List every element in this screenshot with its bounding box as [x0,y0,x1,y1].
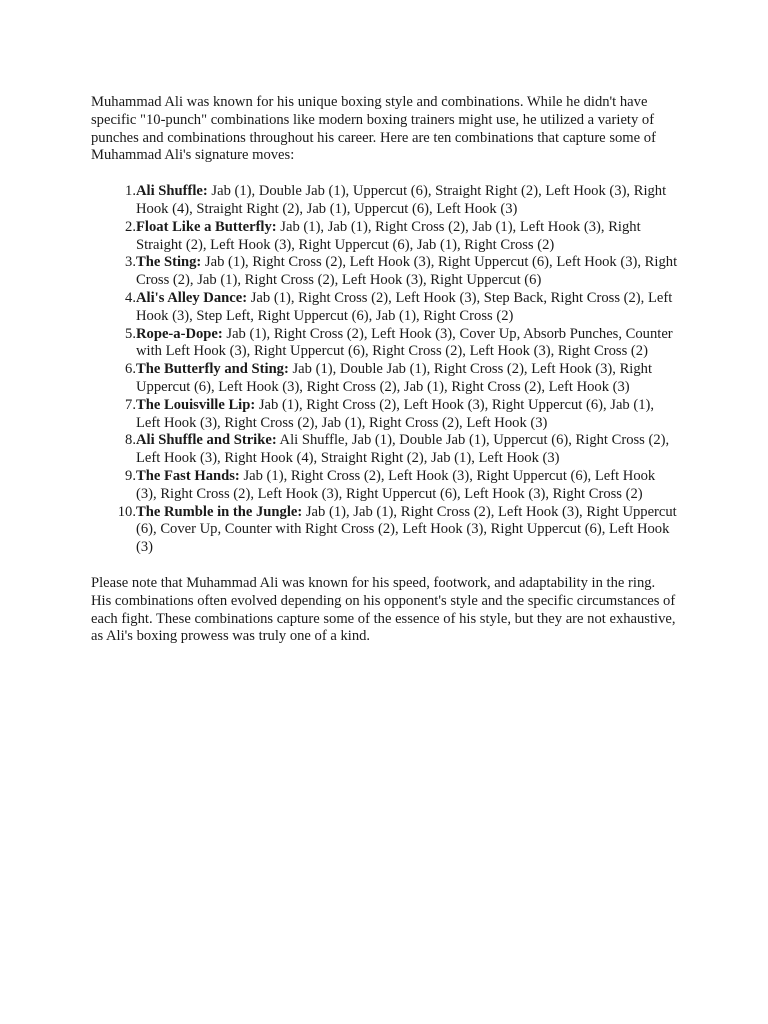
list-number: 6. [125,361,136,378]
list-item-body [136,504,679,557]
combination-text: Jab (1), Jab (1), Right Cross (2), Left Hook (3), Right Uppercut (6), Cover Up, Counter with Right Cross (2), Left Hook (3), Right Uppercut (6), Left Hook (3) [136,503,677,556]
combination-text: Jab (1), Jab (1), Right Cross (2), Jab (1), Left Hook (3), Right Straight (2), Left Hook (3), Right Uppercut (6), Jab (1), Right Cross (2) [136,218,641,253]
list-number: 4. [125,289,136,306]
list-item [91,361,679,397]
list-number: 2. [125,218,136,235]
document-page [91,94,679,646]
list-item [91,290,679,326]
list-item-body [136,290,679,326]
combination-name: The Louisville Lip: [136,396,256,413]
combination-name: Rope-a-Dope: [136,325,223,342]
combination-text: Jab (1), Right Cross (2), Left Hook (3), Right Uppercut (6), Left Hook (3), Right Cross (2), Left Hook (3), Right Uppercut (6), Left Hook (3), Right Cross (2) [136,467,656,502]
combination-text: Jab (1), Double Jab (1), Uppercut (6), Straight Right (2), Left Hook (3), Right Hook (4), Straight Right (2), Jab (1), Uppercut (6), Left Hook (3) [136,183,667,217]
list-item [91,468,679,504]
list-number: 10. [117,503,136,520]
list-item [91,504,679,557]
combination-text: Jab (1), Right Cross (2), Left Hook (3), Right Uppercut (6), Jab (1), Left Hook (3), Right Cross (2), Jab (1), Right Cross (2), Left Hook (3) [136,396,655,431]
list-item-body [136,254,679,290]
list-number: 9. [125,467,136,484]
combination-name: Float Like a Butterfly: [136,218,277,235]
intro-paragraph: Muhammad Ali was known for his unique boxing style and combinations. While he didn't have specific "10-punch" combinations like modern boxing trainers might use, he utilized a variety of punches and combinations throughout his career. Here are ten combinations that capture some of Muhammad Ali's signature moves: [91,94,656,164]
combination-name: Ali's Alley Dance: [136,289,248,306]
combination-text: Jab (1), Right Cross (2), Left Hook (3), Right Uppercut (6), Left Hook (3), Right Cross (2), Jab (1), Right Cross (2), Left Hook (3), Right Uppercut (6) [136,254,678,289]
list-number: 7. [125,396,136,413]
list-item [91,254,679,290]
combination-text: Ali Shuffle, Jab (1), Double Jab (1), Uppercut (6), Right Cross (2), Left Hook (3), Right Hook (4), Straight Right (2), Jab (1), Left Hook (3) [136,432,670,467]
list-number: 3. [125,254,136,271]
list-item [91,326,679,362]
closing-paragraph: Please note that Muhammad Ali was known for his speed, footwork, and adaptability in the ring. His combinations often evolved depending on his opponent's style and the specific circumstances of each fight. These combinations capture some of the essence of his style, but they are not exhaustive, as Ali's boxing prowess was truly one of a kind. [91,574,676,645]
list-item-body [136,468,679,504]
combination-name: The Butterfly and Sting: [136,361,289,378]
list-number: 8. [125,432,136,449]
combination-name: The Sting: [136,254,202,271]
list-item-body [136,219,679,255]
list-item-body [136,183,679,219]
list-item-body [136,326,679,362]
list-item [91,397,679,433]
list-item-body [136,397,679,433]
combinations-list [91,183,679,557]
combination-text: Jab (1), Double Jab (1), Right Cross (2), Left Hook (3), Right Uppercut (6), Left Hook (3), Right Cross (2), Jab (1), Right Cross (2), Left Hook (3) [136,361,653,395]
combination-name: The Fast Hands: [136,467,240,484]
list-item-body [136,432,679,468]
list-number: 1. [125,183,136,200]
list-item-body [136,361,679,397]
list-item [91,183,679,219]
list-item [91,432,679,468]
combination-text: Jab (1), Right Cross (2), Left Hook (3), Step Back, Right Cross (2), Left Hook (3), Step Left, Right Uppercut (6), Jab (1), Right Cross (2) [136,289,673,324]
combination-name: Ali Shuffle: [136,183,208,200]
combination-text: Jab (1), Right Cross (2), Left Hook (3), Cover Up, Absorb Punches, Counter with Left Hook (3), Right Uppercut (6), Right Cross (2), Left Hook (3), Right Cross (2) [136,325,673,360]
combination-name: The Rumble in the Jungle: [136,503,303,520]
list-number: 5. [125,325,136,342]
list-item [91,219,679,255]
combination-name: Ali Shuffle and Strike: [136,432,277,449]
